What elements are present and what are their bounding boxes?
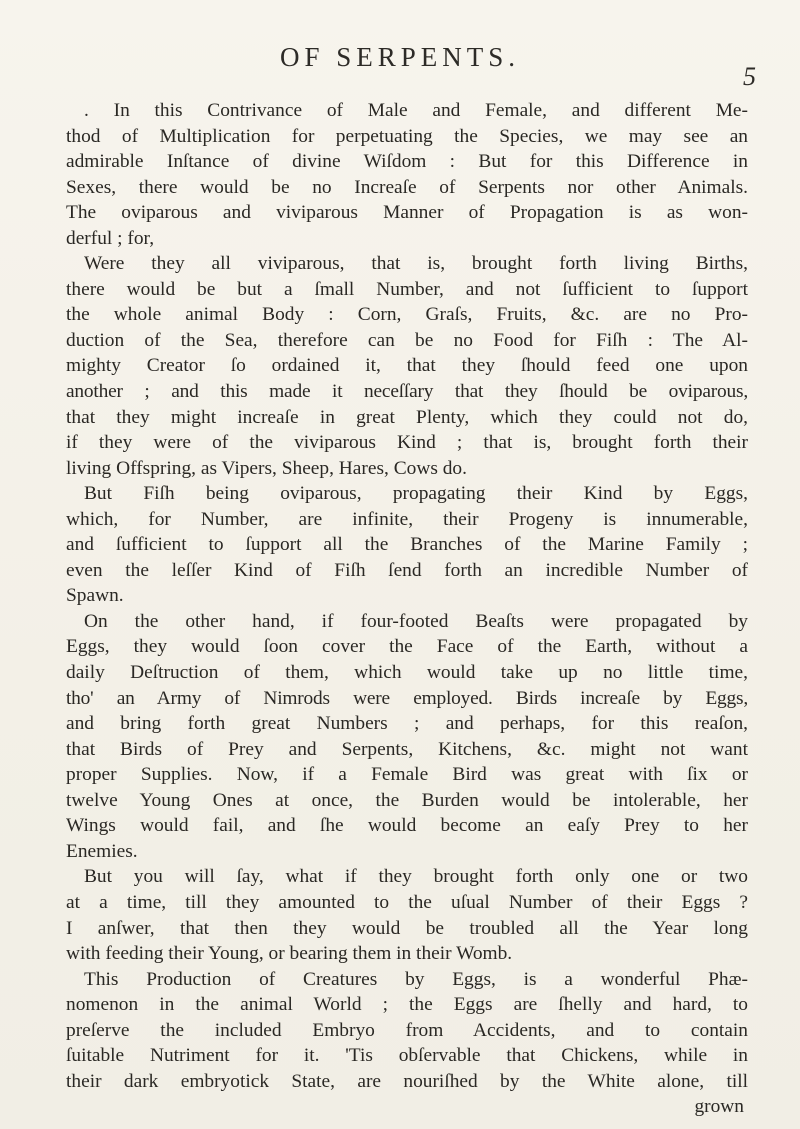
text-line: Wings would fail, and ſhe would become an eaſy Prey to her: [66, 815, 748, 837]
text-line: that Birds of Prey and Serpents, Kitchens, &c. might not want: [66, 738, 748, 760]
text-line: and bring forth great Numbers ; and perhaps, for this reaſon,: [66, 713, 748, 735]
text-line: which, for Number, are infinite, their Progeny is innumerable,: [66, 508, 748, 530]
text-line: living Offspring, as Vipers, Sheep, Hares, Cows do.: [66, 457, 467, 479]
text-line: mighty Creator ſo ordained it, that they ſhould feed one upon: [66, 355, 748, 377]
text-line: if they were of the viviparous Kind ; that is, brought forth their: [66, 432, 748, 454]
text-line: at a time, till they amounted to the uſual Number of their Eggs ?: [66, 891, 748, 913]
text-line: I anſwer, that then they would be troubled all the Year long: [66, 917, 748, 939]
text-line: daily Deſtruction of them, which would take up no little time,: [66, 662, 748, 684]
text-line: the whole animal Body : Corn, Graſs, Fruits, &c. are no Pro-: [66, 304, 748, 326]
catchword: grown: [694, 1096, 744, 1118]
text-line: preſerve the included Embryo from Accidents, and to contain: [66, 1019, 748, 1041]
text-line: ſuitable Nutriment for it. 'Tis obſervable that Chickens, while in: [66, 1045, 748, 1067]
text-line: On the other hand, if four-footed Beaſts were propagated by: [84, 610, 748, 632]
text-line: proper Supplies. Now, if a Female Bird was great with ſix or: [66, 764, 748, 786]
text-line: admirable Inſtance of divine Wiſdom : But for this Difference in: [66, 151, 748, 173]
text-line: their dark embryotick State, are nouriſhed by the White alone, till: [66, 1070, 748, 1092]
text-line: derful ; for,: [66, 227, 155, 249]
text-line: tho' an Army of Nimrods were employed. Birds increaſe by Eggs,: [66, 687, 748, 709]
text-line: . In this Contrivance of Male and Female, and different Me-: [84, 100, 748, 121]
text-line: another ; and this made it neceſſary that they ſhould be oviparous,: [66, 381, 748, 403]
text-line: Eggs, they would ſoon cover the Face of the Earth, without a: [66, 636, 748, 658]
text-line: duction of the Sea, therefore can be no Food for Fiſh : The Al-: [66, 329, 748, 351]
text-line: and ſufficient to ſupport all the Branches of the Marine Family ;: [66, 534, 748, 556]
text-line: Enemies.: [66, 840, 138, 862]
text-line: that they might increaſe in great Plenty, which they could not do,: [66, 406, 748, 428]
running-title: OF SERPENTS.: [279, 42, 521, 72]
text-line: even the leſſer Kind of Fiſh ſend forth an incredible Number of: [66, 559, 748, 581]
text-line: The oviparous and viviparous Manner of Propagation is as won-: [66, 202, 748, 224]
text-line: there would be but a ſmall Number, and not ſufficient to ſupport: [66, 278, 748, 300]
body-text: [66, 98, 748, 1120]
text-line: nomenon in the animal World ; the Eggs are ſhelly and hard, to: [66, 994, 748, 1016]
text-line: with feeding their Young, or bearing them in their Womb.: [66, 943, 513, 965]
text-line: But Fiſh being oviparous, propagating their Kind by Eggs,: [84, 483, 748, 505]
text-line: Sexes, there would be no Increaſe of Serpents nor other Animals.: [66, 176, 748, 198]
text-line: Were they all viviparous, that is, brought forth living Births,: [84, 253, 748, 275]
text-line: This Production of Creatures by Eggs, is a wonderful Phæ-: [84, 968, 748, 990]
text-line: Spawn.: [66, 585, 124, 607]
text-line: thod of Multiplication for perpetuating the Species, we may see an: [66, 125, 748, 147]
text-line: But you will ſay, what if they brought forth only one or two: [84, 866, 748, 888]
text-line: twelve Young Ones at once, the Burden would be intolerable, her: [66, 789, 748, 811]
page-number: 5: [743, 62, 756, 91]
